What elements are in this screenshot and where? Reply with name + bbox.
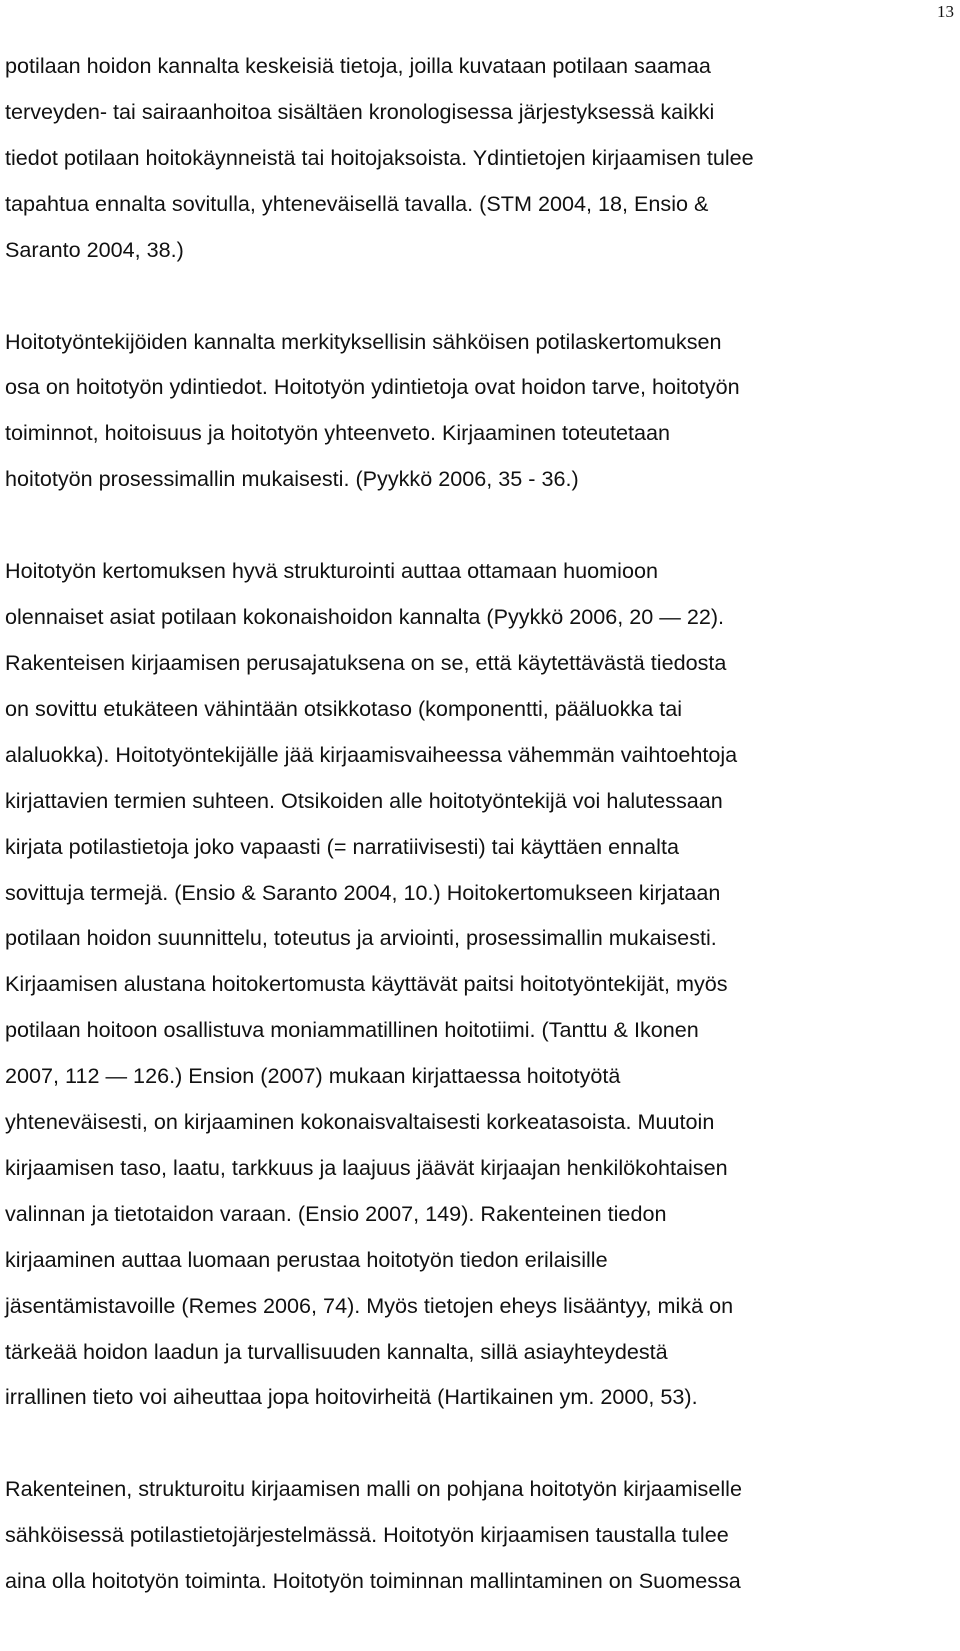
- text-line: hoitotyön prosessimallin mukaisesti. (Pyykkö 2006, 35 - 36.): [5, 466, 579, 492]
- text-line: 2007, 112 — 126.) Ension (2007) mukaan kirjattaessa hoitotyötä: [5, 1063, 621, 1089]
- text-line: tiedot potilaan hoitokäynneistä tai hoitojaksoista. Ydintietojen kirjaamisen tulee: [5, 144, 754, 170]
- text-line: on sovittu etukäteen vähintään otsikkotaso (komponentti, pääluokka tai: [5, 695, 683, 721]
- paragraph-4: [5, 1466, 955, 1604]
- text-line: kirjata potilastietoja joko vapaasti (= narratiivisesti) tai käyttäen ennalta: [5, 833, 679, 859]
- paragraph-3: [5, 548, 955, 1420]
- text-line: aina olla hoitotyön toiminta. Hoitotyön toiminnan mallintaminen on Suomessa: [5, 1568, 741, 1594]
- text-line: sähköisessä potilastietojärjestelmässä. Hoitotyön kirjaamisen taustalla tulee: [5, 1522, 729, 1548]
- text-line: kirjaamisen taso, laatu, tarkkuus ja laajuus jäävät kirjaajan henkilökohtaisen: [5, 1154, 728, 1180]
- text-line: toiminnot, hoitoisuus ja hoitotyön yhteenveto. Kirjaaminen toteutetaan: [5, 420, 671, 446]
- text-line: Kirjaamisen alustana hoitokertomusta käyttävät paitsi hoitotyöntekijät, myös: [5, 971, 728, 997]
- text-line: kirjattavien termien suhteen. Otsikoiden alle hoitotyöntekijä voi halutessaan: [5, 787, 723, 813]
- text-line: tärkeää hoidon laadun ja turvallisuuden kannalta, sillä asiayhteydestä: [5, 1338, 668, 1364]
- text-line: Saranto 2004, 38.): [5, 236, 184, 262]
- text-line: osa on hoitotyön ydintiedot. Hoitotyön ydintietoja ovat hoidon tarve, hoitotyön: [5, 374, 740, 400]
- page-number: 13: [937, 2, 954, 21]
- text-line: alaluokka). Hoitotyöntekijälle jää kirjaamisvaiheessa vähemmän vaihtoehtoja: [5, 741, 738, 767]
- text-line: jäsentämistavoille (Remes 2006, 74). Myös tietojen eheys lisääntyy, mikä on: [5, 1292, 734, 1318]
- text-line: Rakenteinen, strukturoitu kirjaamisen malli on pohjana hoitotyön kirjaamiselle: [5, 1476, 742, 1502]
- text-line: yhteneväisesti, on kirjaaminen kokonaisvaltaisesti korkeatasoista. Muutoin: [5, 1109, 715, 1135]
- text-line: olennaiset asiat potilaan kokonaishoidon kannalta (Pyykkö 2006, 20 — 22).: [5, 604, 725, 630]
- document-body: [5, 43, 955, 1650]
- text-line: valinnan ja tietotaidon varaan. (Ensio 2007, 149). Rakenteinen tiedon: [5, 1200, 667, 1226]
- text-line: sovittuja termejä. (Ensio & Saranto 2004, 10.) Hoitokertomukseen kirjataan: [5, 879, 721, 905]
- text-line: irrallinen tieto voi aiheuttaa jopa hoitovirheitä (Hartikainen ym. 2000, 53).: [5, 1384, 698, 1410]
- text-line: terveyden- tai sairaanhoitoa sisältäen kronologisessa järjestyksessä kaikki: [5, 98, 715, 124]
- text-line: potilaan hoitoon osallistuva moniammatillinen hoitotiimi. (Tanttu & Ikonen: [5, 1017, 699, 1043]
- text-line: kirjaaminen auttaa luomaan perustaa hoitotyön tiedon erilaisille: [5, 1246, 608, 1272]
- paragraph-1: [5, 43, 955, 273]
- text-line: Rakenteisen kirjaamisen perusajatuksena on se, että käytettävästä tiedosta: [5, 649, 727, 675]
- text-line: tapahtua ennalta sovitulla, yhteneväisellä tavalla. (STM 2004, 18, Ensio &: [5, 190, 709, 216]
- paragraph-2: [5, 319, 955, 503]
- text-line: potilaan hoidon suunnittelu, toteutus ja arviointi, prosessimallin mukaisesti.: [5, 925, 717, 951]
- text-line: potilaan hoidon kannalta keskeisiä tietoja, joilla kuvataan potilaan saamaa: [5, 53, 711, 78]
- text-line: Hoitotyöntekijöiden kannalta merkityksellisin sähköisen potilaskertomuksen: [5, 328, 722, 354]
- text-line: Hoitotyön kertomuksen hyvä strukturointi auttaa ottamaan huomioon: [5, 558, 658, 584]
